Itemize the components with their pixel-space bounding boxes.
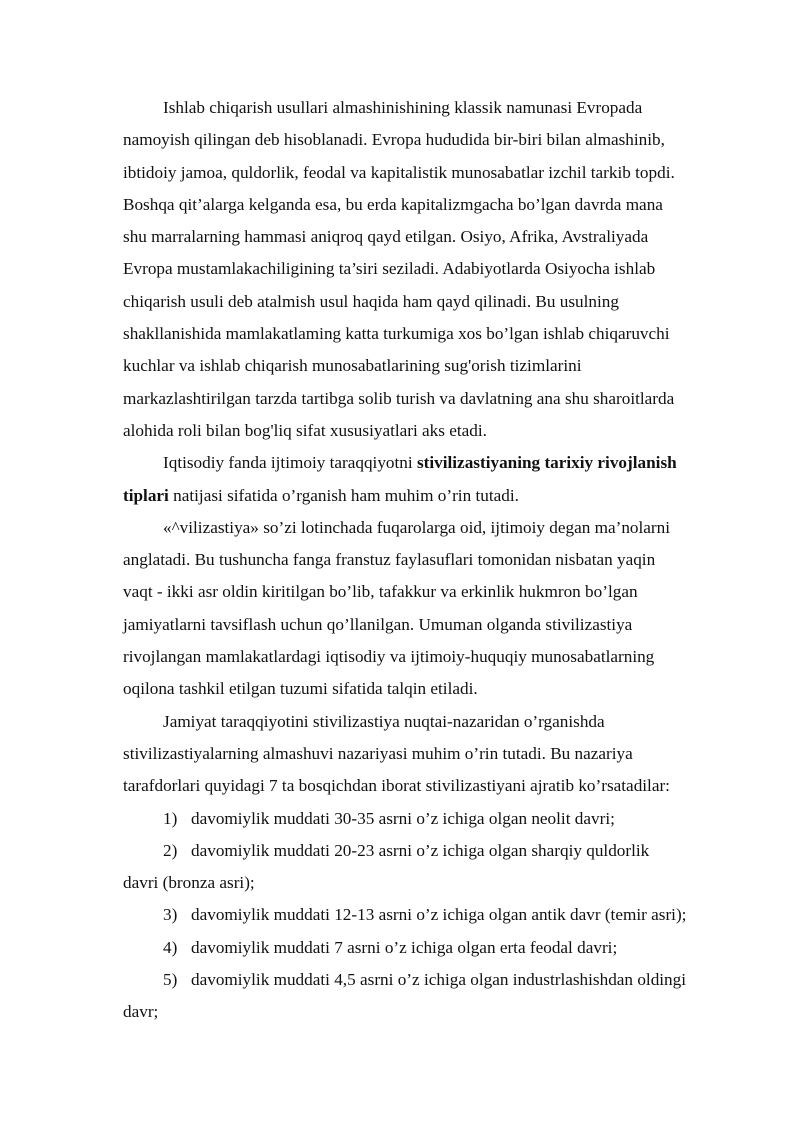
list-text: davomiylik muddati 12-13 asrni o’z ichiga olgan antik davr (temir asri); [191,905,687,925]
list-item [123,803,734,835]
text-line: Boshqa qit’alarga kelganda esa, bu erda kapitalizmgacha bo’lgan davrda mana [123,194,663,214]
text-line: ibtidoiy jamoa, quldorlik, feodal va kapitalistik munosabatlar izchil tarkib topdi. [123,162,675,182]
list-item [123,964,734,996]
text-line: anglatadi. Bu tushuncha fanga franstuz faylasuflari tomonidan nisbatan yaqin [123,550,656,570]
text-line: oqilona tashkil etilgan tuzumi sifatida talqin etiladi. [123,679,478,699]
list-item [123,899,734,931]
list-text: davomiylik muddati 20-23 asrni o’z ichiga olgan sharqiy quldorlik [191,840,650,860]
list-number: 1) [163,808,178,828]
list-number: 2) [163,840,178,860]
bold-term: stivilizastiyaning tarixiy rivojlanish [416,453,677,473]
list-number: 4) [163,937,178,957]
paragraph-4 [123,706,734,803]
text-line: kuchlar va ishlab chiqarish munosabatlarining sug'orish tizimlarini [123,356,582,376]
text-line: jamiyatlarni tavsiflash uchun qo’llanilgan. Umuman olganda stivilizastiya [123,614,633,634]
text-line: alohida roli bilan bog'liq sifat xususiyatlari aks etadi. [123,420,487,440]
list-item-continuation: davr; [123,1002,159,1022]
text-line: Evropa mustamlakachiligining ta’siri seziladi. Adabiyotlarda Osiyocha ishlab [123,259,656,279]
bold-term: tiplari [123,485,169,505]
list-item [123,835,734,867]
list-item-continuation: davri (bronza asri); [123,873,255,893]
list-text: davomiylik muddati 4,5 asrni o’z ichiga olgan industrlashishdan oldingi [191,970,687,990]
paragraph-1 [123,92,734,447]
list-number: 3) [163,905,178,925]
paragraph-3 [123,512,734,706]
list-text: davomiylik muddati 30-35 asrni o’z ichiga olgan neolit davri; [191,808,615,828]
text-run: Iqtisodiy fanda ijtimoiy taraqqiyotni [163,453,417,473]
list-text: davomiylik muddati 7 asrni o’z ichiga olgan erta feodal davri; [191,937,618,957]
text-line: stivilizastiyalarning almashuvi nazariyasi muhim o’rin tutadi. Bu nazariya [123,743,633,763]
text-line: shakllanishida mamlakatlaming katta turkumiga xos bo’lgan ishlab chiqaruvchi [123,324,670,344]
text-line: Jamiyat taraqqiyotini stivilizastiya nuqtai-nazaridan o’rganishda [163,711,605,731]
text-run: natijasi sifatida o’rganish ham muhim o’rin tutadi. [168,485,519,505]
text-line: «^vilizastiya» so’zi lotinchada fuqarolarga oid, ijtimoiy degan ma’nolarni [163,517,670,537]
text-line [123,480,734,512]
text-line: shu marralarning hammasi aniqroq qayd etilgan. Osiyo, Afrika, Avstraliyada [123,227,649,247]
text-line [123,447,734,479]
paragraph-2 [123,447,734,512]
list-number: 5) [163,970,178,990]
text-line: chiqarish usuli deb atalmish usul haqida ham qayd qilinadi. Bu usulning [123,291,619,311]
text-line: tarafdorlari quyidagi 7 ta bosqichdan iborat stivilizastiyani ajratib ko’rsatadilar: [123,776,670,796]
numbered-list [123,803,734,1029]
text-line: namoyish qilingan deb hisoblanadi. Evropa hududida bir-biri bilan almashinib, [123,130,665,150]
text-line: rivojlangan mamlakatlardagi iqtisodiy va ijtimoiy-huquqiy munosabatlarning [123,647,655,667]
text-line: markazlashtirilgan tarzda tartibga solib turish va davlatning ana shu sharoitlarda [123,388,675,408]
list-item [123,932,734,964]
text-line: Ishlab chiqarish usullari almashinishining klassik namunasi Evropada [163,98,643,117]
text-line: vaqt - ikki asr oldin kiritilgan bo’lib, tafakkur va erkinlik hukmron bo’lgan [123,582,638,602]
